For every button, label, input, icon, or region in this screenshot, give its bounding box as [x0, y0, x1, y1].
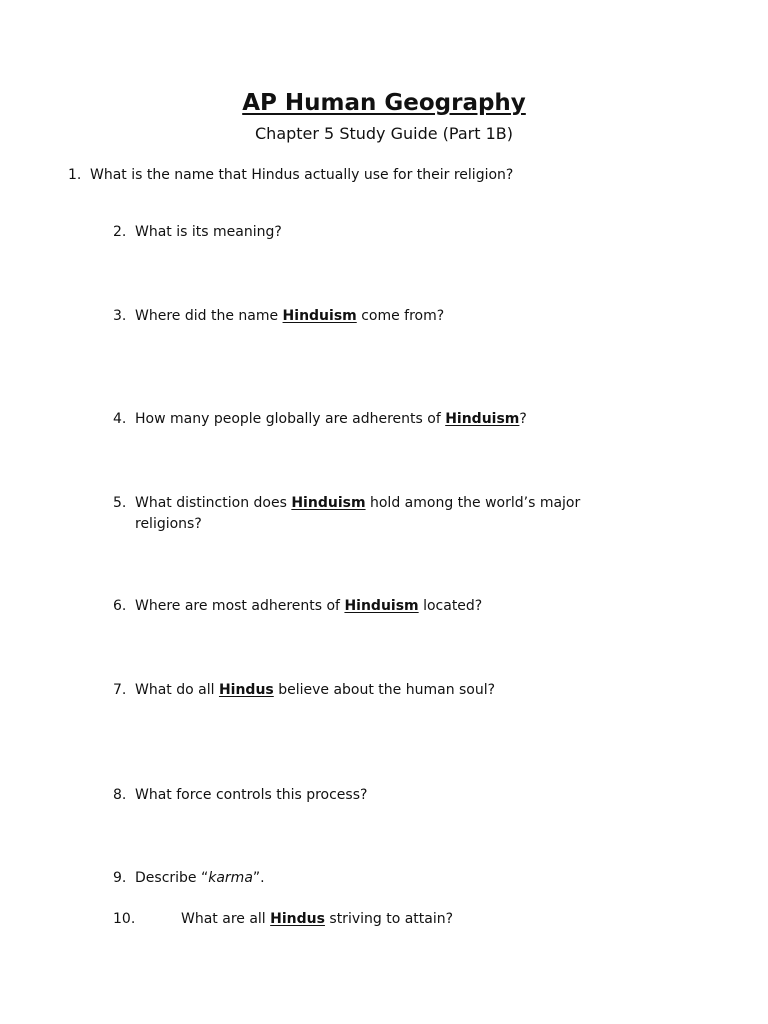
- question-9: [113, 868, 265, 889]
- question-text: What is the name that Hindus actually use for their religion?: [90, 167, 514, 183]
- question-text: [135, 409, 527, 430]
- question-number: 4.: [113, 411, 127, 427]
- question-5: [113, 493, 580, 535]
- keyword-hinduism: Hinduism: [291, 495, 366, 511]
- question-text-pre: How many people globally are adherents of: [135, 411, 446, 427]
- question-number: 1.: [68, 167, 82, 183]
- keyword-hinduism: Hinduism: [344, 598, 419, 614]
- question-1: [68, 165, 513, 186]
- question-text: [135, 596, 482, 617]
- question-text-line2: religions?: [135, 516, 202, 532]
- question-number: 6.: [113, 598, 127, 614]
- question-8: [113, 785, 367, 806]
- question-3: [113, 306, 444, 327]
- question-2: [113, 222, 282, 243]
- question-text-post: ”.: [252, 870, 265, 886]
- question-text: [135, 680, 495, 701]
- question-text-pre: Describe “: [135, 870, 209, 886]
- question-text: [181, 909, 453, 930]
- question-number: 2.: [113, 224, 127, 240]
- question-number: 9.: [113, 870, 127, 886]
- question-number: 5.: [113, 495, 127, 511]
- question-number: 10.: [113, 911, 136, 927]
- question-number: 7.: [113, 682, 127, 698]
- question-number: 3.: [113, 308, 127, 324]
- question-text-pre: What distinction does: [135, 495, 292, 511]
- question-text-post: striving to attain?: [324, 911, 454, 927]
- keyword-hindus: Hindus: [218, 682, 274, 698]
- question-10: [113, 909, 453, 930]
- keyword-hinduism: Hinduism: [445, 411, 520, 427]
- question-number: 8.: [113, 787, 127, 803]
- question-4: [113, 409, 527, 430]
- question-text-post: located?: [418, 598, 483, 614]
- question-text-pre: What are all: [181, 911, 271, 927]
- question-text-post: believe about the human soul?: [273, 682, 496, 698]
- document-title: AP Human Geography: [242, 90, 526, 116]
- question-text-pre: Where are most adherents of: [135, 598, 345, 614]
- question-text: [135, 306, 444, 327]
- question-text-post: ?: [519, 411, 527, 427]
- question-7: [113, 680, 495, 701]
- question-text: What is its meaning?: [135, 224, 282, 240]
- keyword-hindus: Hindus: [270, 911, 325, 927]
- question-text-post: come from?: [356, 308, 445, 324]
- question-text-pre: What do all: [135, 682, 219, 698]
- question-6: [113, 596, 482, 617]
- question-text-post: hold among the world’s major: [365, 495, 581, 511]
- term-karma: karma: [208, 870, 253, 886]
- question-text: [135, 493, 580, 514]
- question-text: [135, 868, 265, 889]
- keyword-hinduism: Hinduism: [282, 308, 357, 324]
- document-subtitle: Chapter 5 Study Guide (Part 1B): [255, 124, 513, 143]
- question-text-pre: Where did the name: [135, 308, 283, 324]
- question-text: What force controls this process?: [135, 787, 368, 803]
